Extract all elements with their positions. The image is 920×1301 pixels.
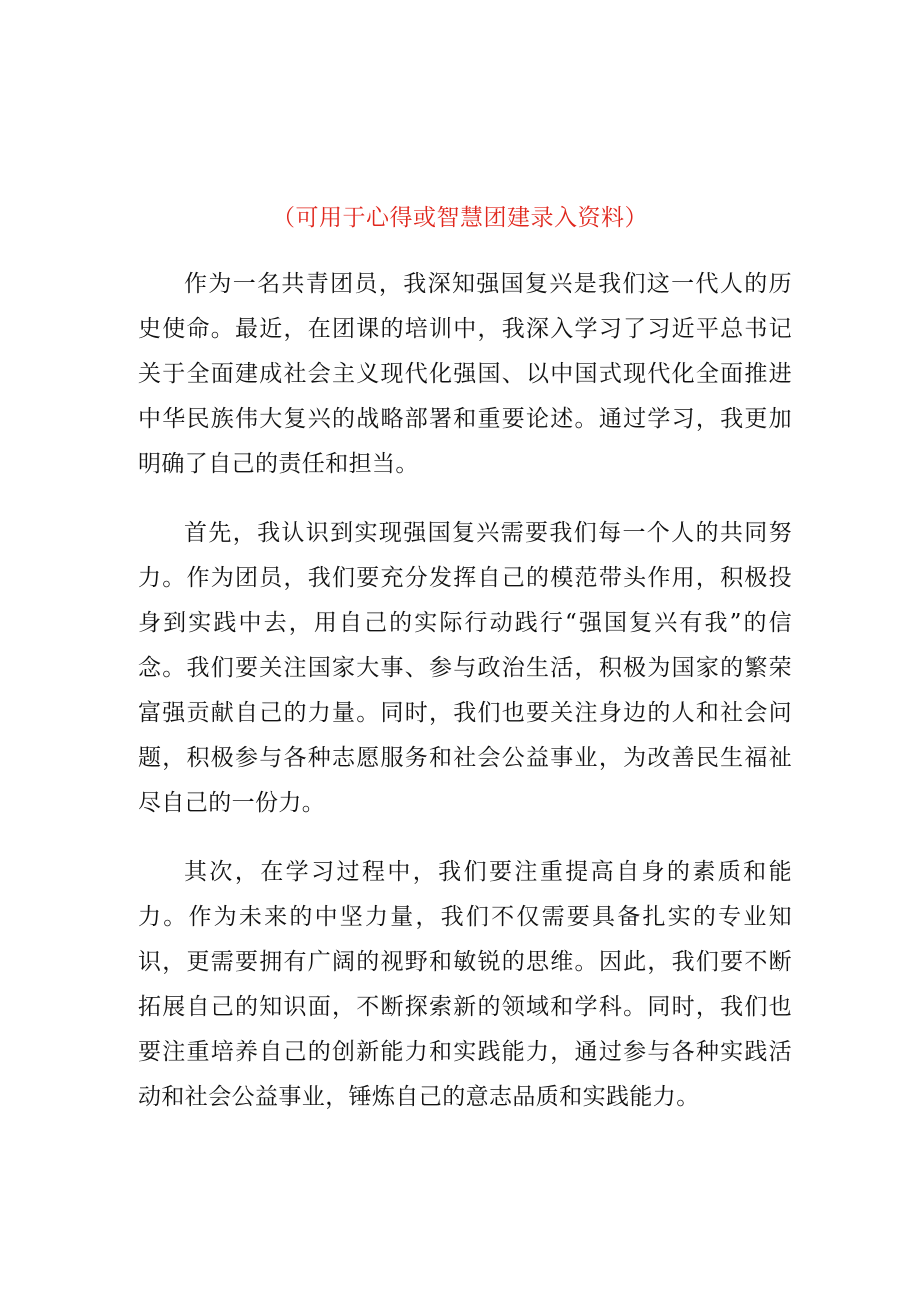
document-body bbox=[138, 262, 792, 1144]
paragraph-3: 其次，在学习过程中，我们要注重提高自身的素质和能力。作为未来的中坚力量，我们不仅需要具备扎实的专业知识，更需要拥有广阔的视野和敏锐的思维。因此，我们要不断拓展自己的知识面，不断探索新的领域和学科。同时，我们也要注重培养自己的创新能力和实践能力，通过参与各种实践活动和社会公益事业，锤炼自己的意志品质和实践能力。 bbox=[138, 859, 792, 1110]
paragraph-2: 首先，我认识到实现强国复兴需要我们每一个人的共同努力。作为团员，我们要充分发挥自己的模范带头作用，积极投身到实践中去，用自己的实际行动践行“强国复兴有我”的信念。我们要关注国家大事、参与政治生活，积极为国家的繁荣富强贡献自己的力量。同时，我们也要关注身边的人和社会问题，积极参与各种志愿服务和社会公益事业，为改善民生福祉尽自己的一份力。 bbox=[138, 520, 792, 816]
usage-note: （可用于心得或智慧团建录入资料） bbox=[272, 205, 648, 231]
paragraph-1: 作为一名共青团员，我深知强国复兴是我们这一代人的历史使命。最近，在团课的培训中，我深入学习了习近平总书记关于全面建成社会主义现代化强国、以中国式现代化全面推进中华民族伟大复兴的战略部署和重要论述。通过学习，我更加明确了自己的责任和担当。 bbox=[138, 271, 792, 477]
